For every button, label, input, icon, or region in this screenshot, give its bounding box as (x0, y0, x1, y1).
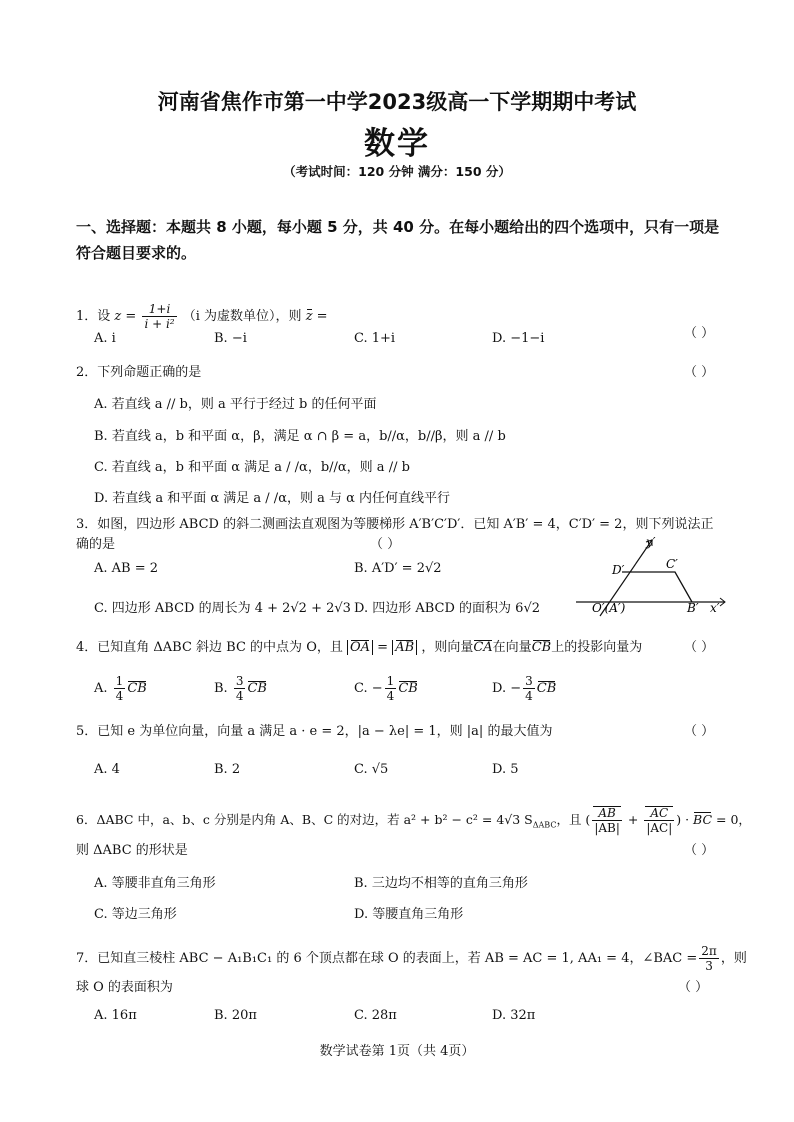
q4-option-c: C. − $\frac{1}{4}$ CB (354, 674, 418, 703)
exam-title: 河南省焦作市第一中学2023级高一下学期期中考试 (157, 90, 637, 114)
q7-option-b: B. 20π (214, 1008, 257, 1023)
subject-title: 数学 (364, 126, 430, 162)
q1-option-a: A. i (94, 331, 116, 346)
q4-option-b: B. $\frac{3}{4}$ CB (214, 674, 267, 703)
q4-option-d: D. − $\frac{3}{4}$ CB (492, 674, 557, 703)
q2-option-d: D. 若直线 a 和平面 α 满足 a / /α，则 a 与 α 内任何直线平行 (94, 491, 451, 506)
q6-option-c: C. 等边三角形 (94, 907, 177, 922)
q5-option-b: B. 2 (214, 762, 241, 777)
question-1: 1．设 z = $\frac{1+i}{\text{i + i²}}$ （i 为虚数单位），则 z = (76, 302, 328, 331)
answer-bracket-6: （ ） (684, 843, 715, 858)
q3-option-a: A. AB = 2 (94, 561, 159, 576)
q1-option-b: B. −i (214, 331, 247, 346)
label-y: y′ (646, 535, 656, 549)
question-6-line1: 6．ΔABC 中，a、b、c 分别是内角 A、B、C 的对边，若 a² + b² − c² = 4√3 $S_{\Delta ABC}$，且 ( $\frac{AB}{|AB|}$ + $\frac{AC}{|AC|}$ ) · BC = 0， (76, 806, 751, 835)
q7-option-a: A. 16π (94, 1008, 137, 1023)
q6-option-b: B. 三边均不相等的直角三角形 (354, 876, 528, 891)
q1-option-c: C. 1+i (354, 331, 396, 346)
answer-bracket-4: （ ） (684, 640, 715, 655)
page-footer: 数学试卷第 1页（共 4页） (319, 1044, 475, 1059)
answer-bracket-7: （ ） (678, 980, 709, 995)
trapezoid-figure (570, 532, 730, 622)
q6-option-d: D. 等腰直角三角形 (354, 907, 464, 922)
answer-bracket-5: （ ） (684, 724, 715, 739)
q3-option-b: B. A′D′ = 2√2 (354, 561, 442, 576)
trapezoid-sides (622, 572, 692, 602)
q5-option-a: A. 4 (94, 762, 120, 777)
question-3-line2: 确的是 (76, 537, 116, 552)
answer-bracket-2: （ ） (684, 365, 715, 380)
q2-option-b: B. 若直线 a，b 和平面 α，β，满足 α ∩ β = a，b//α，b//β，则 a // b (94, 429, 506, 444)
answer-bracket-3: （ ） (370, 537, 401, 552)
q4-option-a: A. $\frac{1}{4}$ CB (94, 674, 147, 703)
q7-option-c: C. 28π (354, 1008, 397, 1023)
question-2: 2．下列命题正确的是 (76, 365, 202, 380)
q3-option-d: D. 四边形 ABCD 的面积为 6√2 (354, 601, 540, 616)
question-7-line2: 球 O 的表面积为 (76, 980, 173, 995)
q3-option-c: C. 四边形 ABCD 的周长为 4 + 2√2 + 2√3 (94, 601, 351, 616)
label-b: B′ (687, 601, 699, 615)
q5-option-c: C. √5 (354, 762, 389, 777)
label-c: C′ (666, 557, 678, 571)
question-7-line1: 7．已知直三棱柱 ABC − A₁B₁C₁ 的 6 个顶点都在球 O 的表面上，若 AB = AC = 1, AA₁ = 4，∠BAC = $\frac{2\pi}{3}$ ，则 (76, 944, 747, 973)
q6-option-a: A. 等腰非直角三角形 (94, 876, 216, 891)
answer-bracket-1: （ ） (684, 326, 715, 341)
question-6-line2: 则 ΔABC 的形状是 (76, 843, 188, 858)
q2-option-c: C. 若直线 a，b 和平面 α 满足 a / /α，b//α，则 a // b (94, 460, 410, 475)
section-heading: 一、选择题：本题共 8 小题，每小题 5 分，共 40 分。在每小题给出的四个选项中，只有一项是符合题目要求的。 (76, 218, 720, 262)
q7-option-d: D. 32π (492, 1008, 536, 1023)
question-4: 4．已知直角 ΔABC 斜边 BC 的中点为 O，且 OA = AB ，则向量CA在向量CB上的投影向量为 (76, 640, 643, 655)
label-d: D′ (612, 563, 625, 577)
q1-fraction: $\frac{1+i}{\text{i + i²}}$ (144, 302, 175, 331)
q2-option-a: A. 若直线 a // b，则 a 平行于经过 b 的任何平面 (94, 397, 377, 412)
exam-info: （考试时间：120 分钟 满分：150 分） (283, 164, 511, 179)
q5-option-d: D. 5 (492, 762, 519, 777)
question-5: 5．已知 e 为单位向量，向量 a 满足 a · e = 2，|a − λe| = 1，则 |a| 的最大值为 (76, 724, 553, 739)
label-x: x′ (710, 601, 720, 615)
q1-option-d: D. −1−i (492, 331, 545, 346)
label-o: O′(A′) (592, 601, 626, 615)
question-3-line1: 3．如图，四边形 ABCD 的斜二测画法直观图为等腰梯形 A′B′C′D′．已知 A′B′ = 4，C′D′ = 2，则下列说法正 (76, 517, 714, 532)
